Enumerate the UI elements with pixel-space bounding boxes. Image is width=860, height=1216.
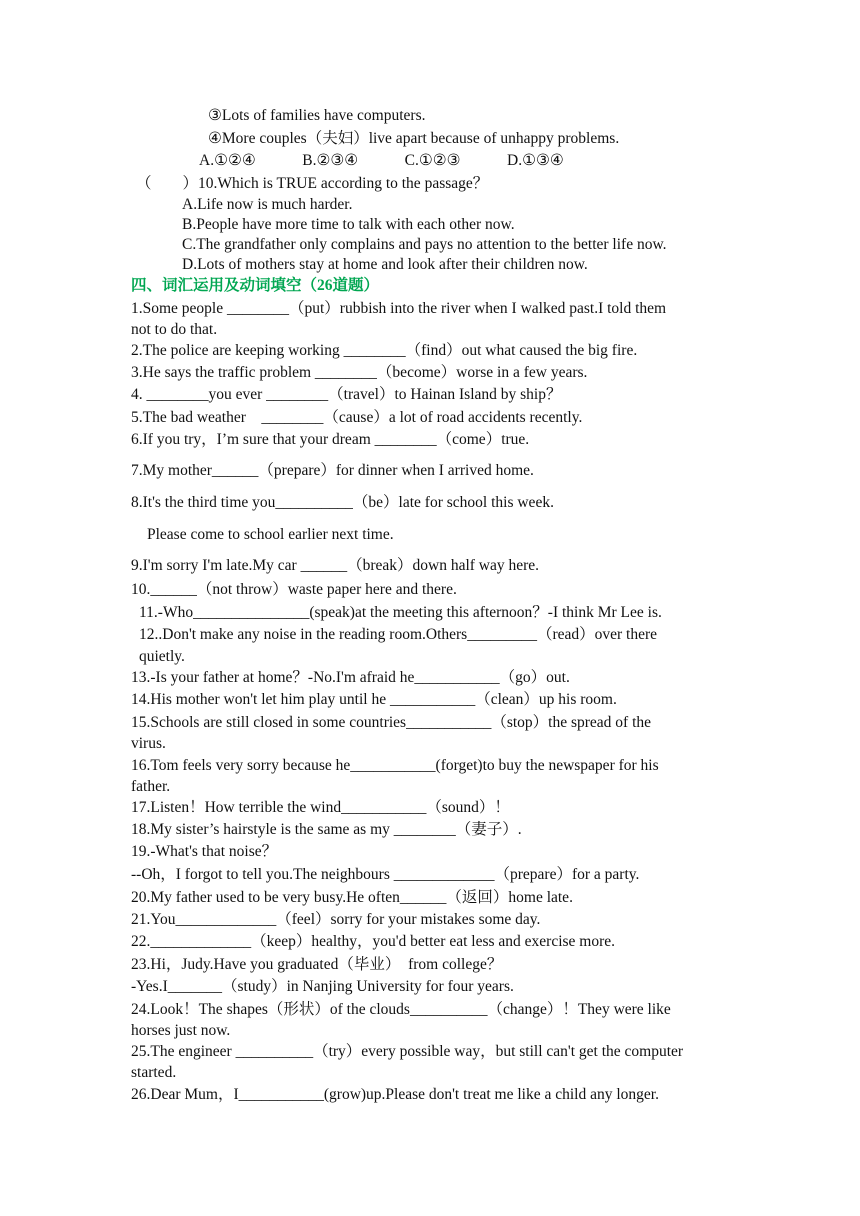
item-25-cont: started. — [131, 1064, 177, 1081]
item-19: 19.-What's that noise？ — [131, 843, 278, 860]
item-5: 5.The bad weather ________（cause）a lot of road accidents recently. — [131, 409, 583, 426]
item-12-cont: quietly. — [139, 648, 185, 665]
q10-option-a: A.Life now is much harder. — [182, 196, 353, 213]
item-7: 7.My mother______（prepare）for dinner when I arrived home. — [131, 462, 534, 479]
item-26: 26.Dear Mum，I___________(grow)up.Please don't treat me like a child any longer. — [131, 1086, 659, 1103]
item-15: 15.Schools are still closed in some countries___________（stop）the spread of the — [131, 714, 652, 731]
q10-option-d: D.Lots of mothers stay at home and look after their children now. — [182, 256, 588, 273]
item-2: 2.The police are keeping working ________（find）out what caused the big fire. — [131, 342, 638, 359]
q10-stem: （ ）10.Which is TRUE according to the passage？ — [136, 175, 489, 192]
item-4: 4. ________you ever ________（travel）to Hainan Island by ship？ — [131, 386, 562, 403]
item-16: 16.Tom feels very sorry because he___________(forget)to buy the newspaper for his — [131, 757, 659, 774]
item-17: 17.Listen！How terrible the wind___________（sound）！ — [131, 799, 510, 816]
q9-answer-choices: A.①②④ B.②③④ C.①②③ D.①③④ — [199, 152, 564, 169]
item-19-cont: --Oh，I forgot to tell you.The neighbours _____________（prepare）for a party. — [131, 866, 640, 883]
item-14: 14.His mother won't let him play until he ___________（clean）up his room. — [131, 691, 617, 708]
item-22: 22._____________（keep）healthy，you'd better eat less and exercise more. — [131, 933, 616, 950]
item-24: 24.Look！The shapes（形状）of the clouds__________（change）！They were like — [131, 1001, 671, 1018]
item-18: 18.My sister’s hairstyle is the same as my ________（妻子）. — [131, 821, 522, 838]
item-20: 20.My father used to be very busy.He often______（返回）home late. — [131, 889, 573, 906]
item-1-cont: not to do that. — [131, 321, 218, 338]
item-3: 3.He says the traffic problem ________（become）worse in a few years. — [131, 364, 588, 381]
item-24-cont: horses just now. — [131, 1022, 231, 1039]
q10-option-c: C.The grandfather only complains and pays no attention to the better life now. — [182, 236, 667, 253]
item-8-cont: Please come to school earlier next time. — [147, 526, 394, 543]
item-8: 8.It's the third time you__________（be）late for school this week. — [131, 494, 554, 511]
item-11: 11.-Who_______________(speak)at the meeting this afternoon？-I think Mr Lee is. — [139, 604, 662, 621]
section-title: 四、词汇运用及动词填空（26道题） — [131, 277, 380, 294]
item-21: 21.You_____________（feel）sorry for your mistakes some day. — [131, 911, 541, 928]
item-9: 9.I'm sorry I'm late.My car ______（break）down half way here. — [131, 557, 540, 574]
item-23-cont: -Yes.I_______（study）in Nanjing University for four years. — [131, 978, 514, 995]
item-15-cont: virus. — [131, 735, 166, 752]
item-23: 23.Hi，Judy.Have you graduated（毕业） from college？ — [131, 956, 503, 973]
item-6: 6.If you try，I’m sure that your dream ________（come）true. — [131, 431, 530, 448]
item-25: 25.The engineer __________（try）every possible way，but still can't get the computer — [131, 1043, 684, 1060]
item-12: 12..Don't make any noise in the reading room.Others_________（read）over there — [139, 626, 658, 643]
item-16-cont: father. — [131, 778, 171, 795]
q9-option-4: ④More couples（夫妇）live apart because of unhappy problems. — [208, 130, 620, 147]
item-1: 1.Some people ________（put）rubbish into the river when I walked past.I told them — [131, 300, 667, 317]
item-10: 10.______（not throw）waste paper here and there. — [131, 581, 457, 598]
item-13: 13.-Is your father at home？-No.I'm afraid he___________（go）out. — [131, 669, 570, 686]
q10-option-b: B.People have more time to talk with each other now. — [182, 216, 515, 233]
q9-option-3: ③Lots of families have computers. — [208, 107, 426, 124]
